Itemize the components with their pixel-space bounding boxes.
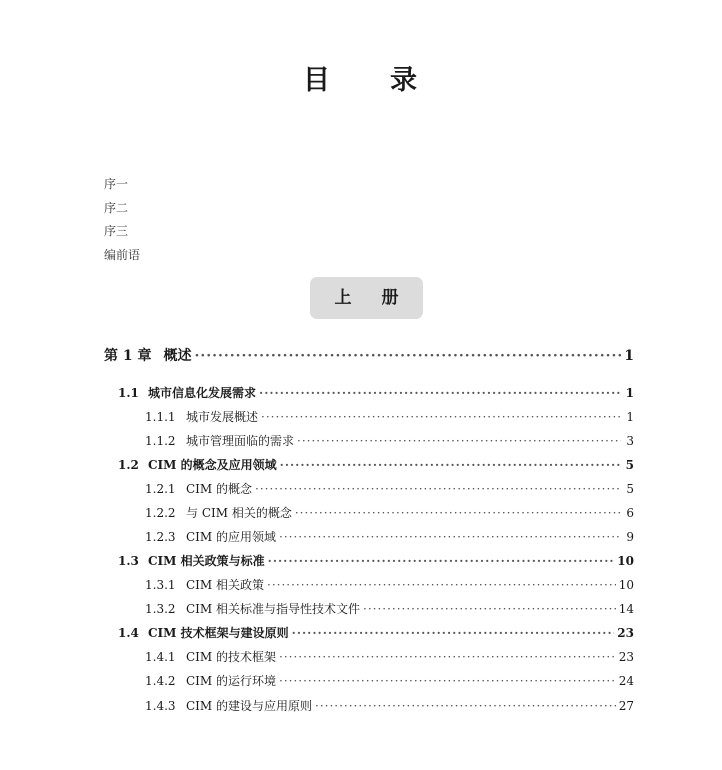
dot-leader	[279, 527, 621, 547]
dot-leader	[195, 346, 622, 366]
toc-number: 1.3.1	[145, 578, 176, 592]
toc-subsection-entry[interactable]	[145, 575, 634, 595]
toc-number: 1.4.3	[145, 699, 176, 713]
toc-title: CIM 相关政策与标准	[148, 554, 265, 568]
front-matter-item[interactable]: 序一	[104, 177, 129, 191]
toc-chapter-entry[interactable]	[104, 346, 634, 368]
toc-number: 1.4	[118, 626, 139, 640]
toc-page-number: 3	[626, 434, 634, 448]
dot-leader	[292, 623, 615, 643]
toc-number: 1.1	[118, 386, 139, 400]
dot-leader	[259, 383, 621, 403]
toc-page-number: 14	[618, 602, 634, 616]
front-matter-list	[104, 173, 140, 267]
volume-char-2: 册	[381, 288, 399, 308]
toc-page-number: 1	[626, 410, 634, 424]
toc-title: 城市发展概述	[186, 410, 259, 424]
dot-leader	[279, 647, 616, 667]
toc-page-number: 5	[626, 482, 634, 496]
toc-number: 1.1.2	[145, 434, 176, 448]
toc-subsection-entry[interactable]	[145, 503, 634, 523]
front-matter-item[interactable]: 编前语	[104, 247, 141, 262]
toc-section-entry[interactable]	[118, 623, 634, 643]
toc-section-entry[interactable]	[118, 455, 634, 475]
toc-title: 城市管理面临的需求	[186, 434, 295, 448]
toc-page-number: 24	[618, 674, 634, 688]
toc-section-entry[interactable]	[118, 383, 634, 403]
toc-subsection-entry[interactable]	[145, 407, 634, 427]
toc-page-number: 1	[625, 386, 634, 400]
toc-number: 1.4.1	[145, 650, 176, 664]
toc-page-number: 1	[624, 348, 634, 364]
dot-leader	[279, 671, 616, 691]
toc-title: CIM 的技术框架	[186, 650, 277, 664]
toc-subsection-entry[interactable]	[145, 647, 634, 667]
toc-title: 城市信息化发展需求	[148, 386, 257, 400]
toc-subsection-entry[interactable]	[145, 599, 634, 619]
toc-number: 1.3	[118, 554, 139, 568]
toc-title: CIM 相关标准与指导性技术文件	[186, 602, 361, 616]
toc-number: 1.2.2	[145, 506, 176, 520]
toc-page-number: 10	[617, 554, 634, 568]
toc-title: CIM 技术框架与建设原则	[148, 626, 289, 640]
dot-leader	[297, 431, 621, 451]
dot-leader	[315, 696, 616, 716]
toc-page-number: 23	[617, 626, 634, 640]
toc-page-number: 23	[618, 650, 634, 664]
dot-leader	[267, 575, 616, 595]
toc-subsection-entry[interactable]	[145, 527, 634, 547]
toc-number: 1.2.3	[145, 530, 176, 544]
title-char-2: 录	[390, 65, 419, 96]
toc-subsection-entry[interactable]	[145, 671, 634, 691]
front-matter-item[interactable]: 序三	[104, 224, 129, 238]
dot-leader	[261, 407, 621, 427]
dot-leader	[255, 479, 621, 499]
toc-title: CIM 的概念	[186, 482, 253, 496]
toc-page-number: 9	[626, 530, 634, 544]
dot-leader	[268, 551, 615, 571]
toc-section-entry[interactable]	[118, 551, 634, 571]
toc-page-number: 6	[626, 506, 634, 520]
toc-subsection-entry[interactable]	[145, 479, 634, 499]
front-matter-item[interactable]: 序二	[104, 200, 129, 215]
toc-title: CIM 的应用领域	[186, 530, 277, 544]
dot-leader	[363, 599, 616, 619]
toc-title: 与 CIM 相关的概念	[186, 506, 292, 520]
toc-subsection-entry[interactable]	[145, 696, 634, 716]
toc-page-number: 27	[618, 699, 634, 713]
dot-leader	[280, 455, 621, 475]
toc-subsection-entry[interactable]	[145, 431, 634, 451]
toc-number: 1.2	[118, 458, 139, 472]
toc-page-number: 10	[618, 578, 634, 592]
toc-title: CIM 的概念及应用领域	[148, 458, 277, 472]
toc-title: 概述	[163, 348, 192, 364]
dot-leader	[295, 503, 621, 523]
toc-title: CIM 的建设与应用原则	[186, 699, 313, 713]
volume-heading	[310, 277, 423, 319]
toc-number: 1.4.2	[145, 674, 176, 688]
title-char-1: 目	[303, 65, 332, 96]
page-title	[0, 58, 722, 97]
toc-title: CIM 的运行环境	[186, 674, 277, 688]
toc-page-number: 5	[625, 458, 634, 472]
toc-title: CIM 相关政策	[186, 578, 265, 592]
toc-number: 1.3.2	[145, 602, 176, 616]
toc-number: 1.1.1	[145, 410, 176, 424]
volume-char-1: 上	[334, 288, 352, 308]
toc-number: 第 1 章	[104, 348, 152, 364]
toc-number: 1.2.1	[145, 482, 176, 496]
